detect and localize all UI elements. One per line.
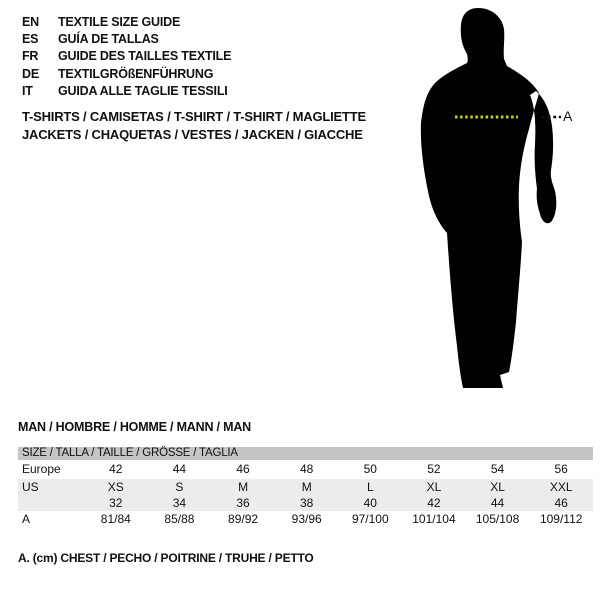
language-label: TEXTILE SIZE GUIDE [58,15,181,29]
row-label: US [22,480,39,494]
size-value: XL [426,480,442,494]
language-code: EN [22,15,39,29]
row-label [18,495,84,511]
size-value: 97/100 [351,512,389,526]
language-code: IT [22,83,33,98]
language-code: FR [22,49,39,64]
size-value: 50 [363,462,377,476]
size-table-header: SIZE / TALLA / TAILLE / GRÖSSE / TAGLIA [18,447,593,460]
size-value: 109/112 [539,512,583,526]
size-value: XL [490,480,505,494]
size-value: 44 [172,462,187,476]
size-value: 34 [172,496,187,510]
section-title-man: MAN / HOMBRE / HOMME / MANN / MAN [18,420,251,434]
size-value: 46 [554,496,568,510]
size-table [18,447,593,528]
size-value: 85/88 [164,512,195,526]
row-label: A [22,512,31,526]
size-value: L [366,480,374,494]
table-row [18,460,593,479]
size-value: XXL [549,480,573,494]
language-code: ES [22,32,39,47]
size-value: 42 [109,462,123,476]
size-value: 42 [427,496,441,510]
size-table-body [18,460,593,528]
measure-label-a: A [563,108,573,124]
size-value: 44 [490,496,505,510]
man-silhouette [421,8,556,388]
language-label: TEXTILGRÖßENFÜHRUNG [58,66,214,81]
size-value: 81/84 [100,512,131,526]
language-label: GUÍA DE TALLAS [58,32,159,47]
language-label: GUIDA ALLE TAGLIE TESSILI [58,83,228,98]
size-value: 40 [363,496,377,510]
size-value: 54 [490,462,505,476]
size-value: 93/96 [291,512,322,526]
table-row [18,495,593,511]
size-value: 46 [236,462,250,476]
size-value: 105/108 [475,512,520,526]
size-value: 32 [109,496,123,510]
category-line: JACKETS / CHAQUETAS / VESTES / JACKEN / GIACCHE [22,126,363,142]
table-row [18,511,593,528]
table-row [18,479,593,495]
category-line: T-SHIRTS / CAMISETAS / T-SHIRT / T-SHIRT / MAGLIETTE [22,109,366,124]
size-value: M [238,480,249,494]
size-value: 52 [427,462,441,476]
size-value: 89/92 [228,512,259,526]
size-value: XS [107,480,124,494]
size-value: 36 [236,496,250,510]
size-value: M [301,480,312,494]
size-value: 48 [300,462,314,476]
measurement-footnote: A. (cm) CHEST / PECHO / POITRINE / TRUHE / PETTO [18,551,314,565]
language-code: DE [22,66,39,81]
size-value: 101/104 [412,512,456,526]
language-label: GUIDE DES TAILLES TEXTILE [58,49,232,64]
size-value: S [175,480,184,494]
size-value: 56 [554,462,568,476]
row-label: Europe [22,462,61,476]
size-value: 38 [300,496,314,510]
